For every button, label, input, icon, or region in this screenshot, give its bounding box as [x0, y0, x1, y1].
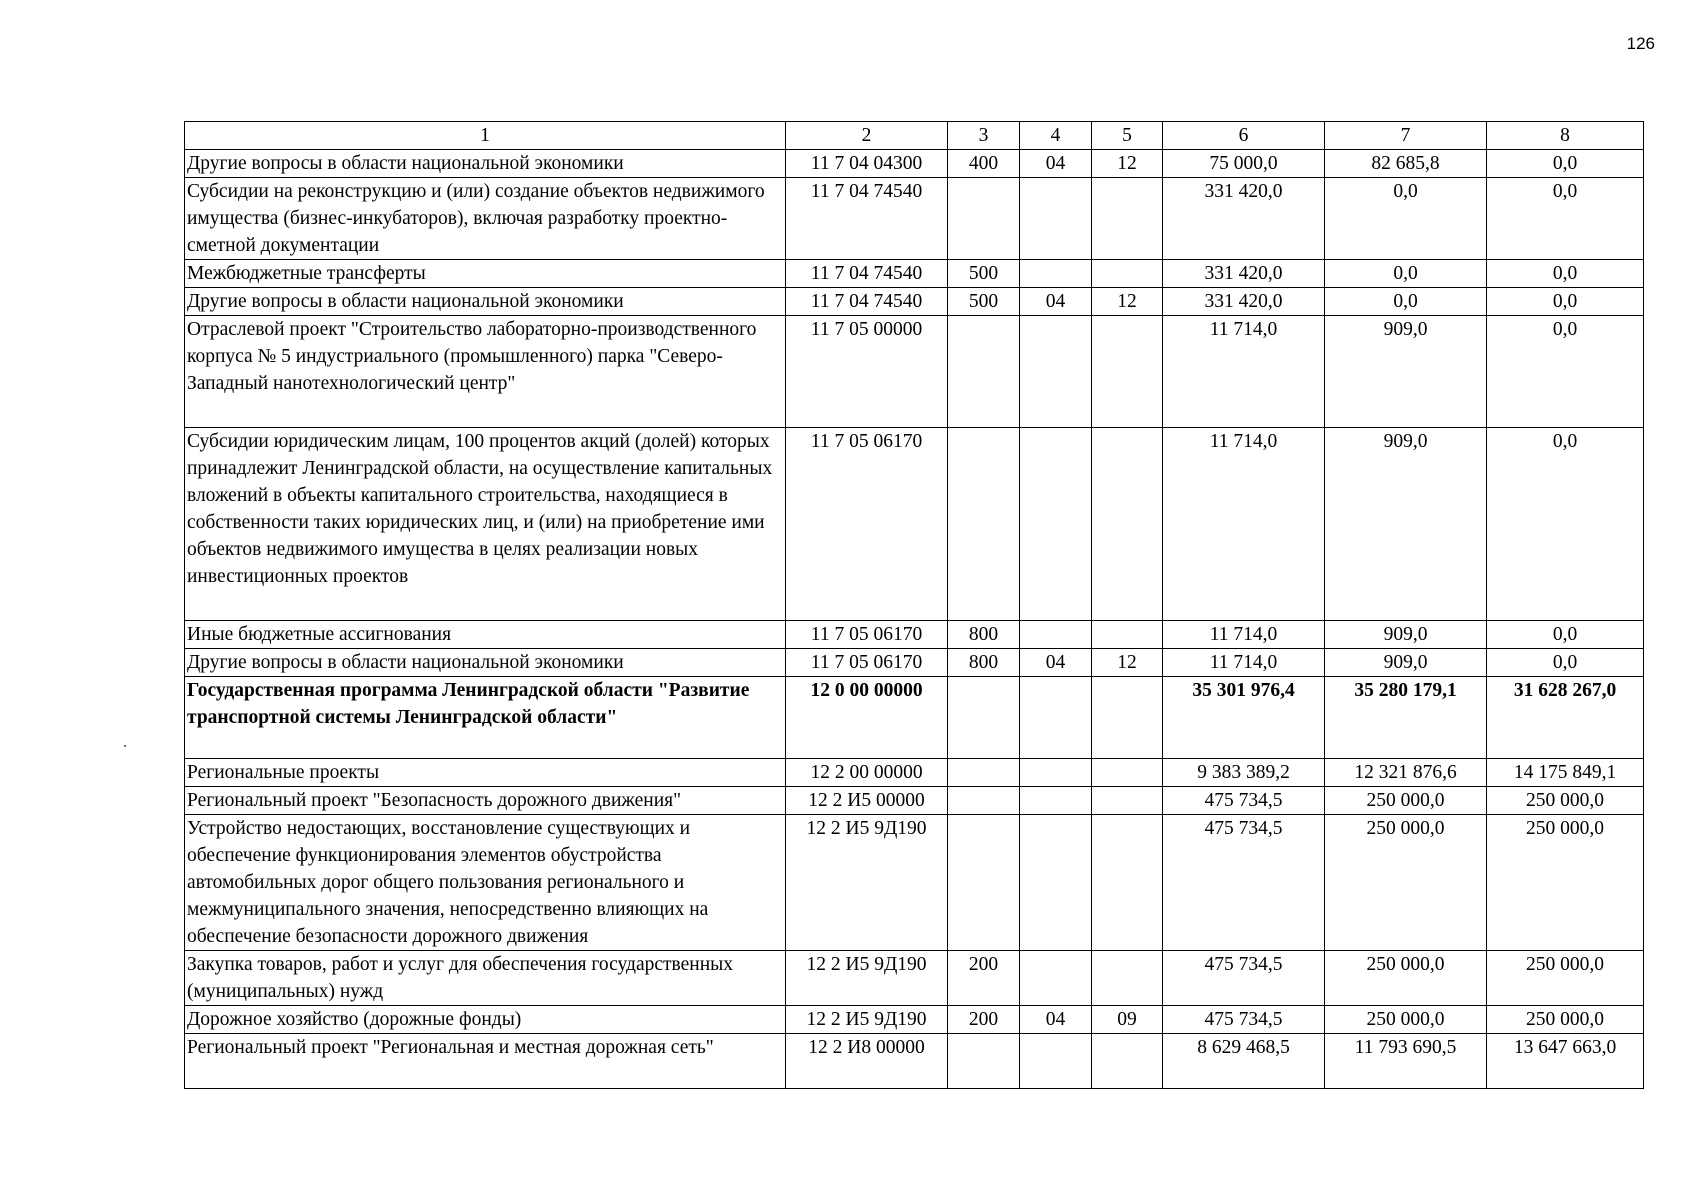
cell-expense-type: [948, 787, 1020, 815]
cell-expense-type: [948, 815, 1020, 951]
cell-subsection: 12: [1092, 150, 1163, 178]
cell-section: [1020, 759, 1092, 787]
cell-section: [1020, 621, 1092, 649]
cell-amount-year-1: 11 714,0: [1163, 428, 1325, 621]
cell-expense-type: 800: [948, 649, 1020, 677]
cell-amount-year-3: 0,0: [1487, 178, 1644, 260]
table-row: [185, 428, 1644, 621]
cell-subsection: 12: [1092, 288, 1163, 316]
cell-target-article: 11 7 04 74540: [786, 260, 948, 288]
table-row: [185, 1006, 1644, 1034]
cell-item-name: Государственная программа Ленинградской области "Развитие транспортной системы Ленинградской области": [185, 677, 786, 759]
cell-amount-year-2: 909,0: [1325, 649, 1487, 677]
cell-section: [1020, 787, 1092, 815]
cell-item-name: Региональный проект "Безопасность дорожного движения": [185, 787, 786, 815]
cell-item-name: Другие вопросы в области национальной экономики: [185, 288, 786, 316]
budget-table: [184, 121, 1644, 1089]
cell-expense-type: [948, 178, 1020, 260]
cell-section: [1020, 815, 1092, 951]
cell-amount-year-1: 331 420,0: [1163, 178, 1325, 260]
header-col-1: 1: [185, 122, 786, 150]
cell-amount-year-1: 475 734,5: [1163, 815, 1325, 951]
header-col-7: 7: [1325, 122, 1487, 150]
cell-subsection: 09: [1092, 1006, 1163, 1034]
cell-subsection: [1092, 316, 1163, 428]
cell-item-name: Другие вопросы в области национальной экономики: [185, 649, 786, 677]
cell-expense-type: [948, 677, 1020, 759]
cell-item-name: Субсидии на реконструкцию и (или) создание объектов недвижимого имущества (бизнес-инкубаторов), включая разработку проектно-сметной документации: [185, 178, 786, 260]
cell-item-name: Другие вопросы в области национальной экономики: [185, 150, 786, 178]
table-row: [185, 150, 1644, 178]
cell-amount-year-1: 475 734,5: [1163, 951, 1325, 1006]
header-col-2: 2: [786, 122, 948, 150]
cell-section: [1020, 677, 1092, 759]
cell-section: 04: [1020, 288, 1092, 316]
header-col-4: 4: [1020, 122, 1092, 150]
cell-target-article: 11 7 05 00000: [786, 316, 948, 428]
header-col-5: 5: [1092, 122, 1163, 150]
cell-section: [1020, 316, 1092, 428]
cell-amount-year-3: 0,0: [1487, 260, 1644, 288]
cell-expense-type: 800: [948, 621, 1020, 649]
table-row: [185, 787, 1644, 815]
cell-section: 04: [1020, 150, 1092, 178]
cell-item-name: Закупка товаров, работ и услуг для обеспечения государственных (муниципальных) нужд: [185, 951, 786, 1006]
cell-item-name: Субсидии юридическим лицам, 100 процентов акций (долей) которых принадлежит Ленинградской области, на осуществление капитальных вложений в объекты капитального строительства, находящиеся в собственности таких юридических лиц, и (или) на приобретение ими объектов недвижимого имущества в целях реализации новых инвестиционных проектов: [185, 428, 786, 621]
cell-subsection: [1092, 1034, 1163, 1089]
cell-amount-year-3: 31 628 267,0: [1487, 677, 1644, 759]
table-row: [185, 649, 1644, 677]
cell-amount-year-2: 0,0: [1325, 178, 1487, 260]
cell-amount-year-1: 11 714,0: [1163, 621, 1325, 649]
cell-target-article: 12 0 00 00000: [786, 677, 948, 759]
table-row: [185, 316, 1644, 428]
cell-amount-year-3: 0,0: [1487, 316, 1644, 428]
cell-amount-year-3: 250 000,0: [1487, 1006, 1644, 1034]
cell-amount-year-1: 11 714,0: [1163, 316, 1325, 428]
cell-expense-type: 500: [948, 288, 1020, 316]
cell-amount-year-3: 14 175 849,1: [1487, 759, 1644, 787]
cell-amount-year-3: 250 000,0: [1487, 951, 1644, 1006]
cell-expense-type: 200: [948, 1006, 1020, 1034]
cell-item-name: Отраслевой проект "Строительство лабораторно-производственного корпуса № 5 индустриального (промышленного) парка "Северо-Западный нанотехнологический центр": [185, 316, 786, 428]
cell-target-article: 11 7 05 06170: [786, 428, 948, 621]
cell-amount-year-2: 11 793 690,5: [1325, 1034, 1487, 1089]
cell-expense-type: [948, 759, 1020, 787]
cell-section: [1020, 178, 1092, 260]
cell-section: [1020, 1034, 1092, 1089]
cell-amount-year-3: 250 000,0: [1487, 787, 1644, 815]
header-col-8: 8: [1487, 122, 1644, 150]
cell-amount-year-1: 8 629 468,5: [1163, 1034, 1325, 1089]
header-col-3: 3: [948, 122, 1020, 150]
cell-subsection: [1092, 260, 1163, 288]
cell-amount-year-2: 0,0: [1325, 288, 1487, 316]
cell-target-article: 11 7 05 06170: [786, 649, 948, 677]
cell-amount-year-3: 250 000,0: [1487, 815, 1644, 951]
page-number: 126: [1626, 34, 1655, 53]
cell-section: [1020, 428, 1092, 621]
cell-amount-year-1: 35 301 976,4: [1163, 677, 1325, 759]
cell-amount-year-3: 0,0: [1487, 150, 1644, 178]
cell-item-name: Устройство недостающих, восстановление существующих и обеспечение функционирования элементов обустройства автомобильных дорог общего пользования регионального и межмуниципального значения, непосредственно влияющих на обеспечение безопасности дорожного движения: [185, 815, 786, 951]
cell-amount-year-1: 475 734,5: [1163, 1006, 1325, 1034]
cell-target-article: 11 7 04 74540: [786, 178, 948, 260]
cell-item-name: Региональные проекты: [185, 759, 786, 787]
cell-amount-year-2: 12 321 876,6: [1325, 759, 1487, 787]
cell-amount-year-1: 75 000,0: [1163, 150, 1325, 178]
cell-amount-year-2: 0,0: [1325, 260, 1487, 288]
table-row: [185, 1034, 1644, 1089]
cell-expense-type: 200: [948, 951, 1020, 1006]
cell-subsection: [1092, 815, 1163, 951]
cell-target-article: 11 7 04 04300: [786, 150, 948, 178]
cell-section: [1020, 260, 1092, 288]
cell-section: 04: [1020, 1006, 1092, 1034]
table-row: [185, 759, 1644, 787]
cell-amount-year-2: 909,0: [1325, 316, 1487, 428]
table-row: [185, 288, 1644, 316]
cell-target-article: 11 7 05 06170: [786, 621, 948, 649]
cell-target-article: 12 2 И5 9Д190: [786, 1006, 948, 1034]
cell-section: 04: [1020, 649, 1092, 677]
cell-subsection: [1092, 951, 1163, 1006]
table-row: [185, 260, 1644, 288]
cell-target-article: 11 7 04 74540: [786, 288, 948, 316]
table-row: [185, 621, 1644, 649]
cell-amount-year-1: 11 714,0: [1163, 649, 1325, 677]
cell-amount-year-3: 0,0: [1487, 428, 1644, 621]
cell-item-name: Межбюджетные трансферты: [185, 260, 786, 288]
cell-subsection: [1092, 428, 1163, 621]
column-number-header-row: [185, 122, 1644, 150]
cell-subsection: [1092, 787, 1163, 815]
cell-amount-year-2: 909,0: [1325, 428, 1487, 621]
table-row: [185, 951, 1644, 1006]
cell-subsection: [1092, 178, 1163, 260]
cell-amount-year-1: 331 420,0: [1163, 288, 1325, 316]
cell-expense-type: 400: [948, 150, 1020, 178]
header-col-6: 6: [1163, 122, 1325, 150]
cell-amount-year-2: 82 685,8: [1325, 150, 1487, 178]
cell-amount-year-3: 0,0: [1487, 288, 1644, 316]
table-body: [185, 122, 1644, 1089]
cell-amount-year-1: 9 383 389,2: [1163, 759, 1325, 787]
cell-subsection: [1092, 621, 1163, 649]
cell-target-article: 12 2 И5 00000: [786, 787, 948, 815]
cell-amount-year-2: 35 280 179,1: [1325, 677, 1487, 759]
table-row: [185, 677, 1644, 759]
cell-expense-type: [948, 1034, 1020, 1089]
cell-amount-year-1: 331 420,0: [1163, 260, 1325, 288]
cell-amount-year-3: 0,0: [1487, 649, 1644, 677]
cell-item-name: Региональный проект "Региональная и местная дорожная сеть": [185, 1034, 786, 1089]
cell-target-article: 12 2 И8 00000: [786, 1034, 948, 1089]
table-row: [185, 178, 1644, 260]
cell-subsection: [1092, 759, 1163, 787]
cell-item-name: Иные бюджетные ассигнования: [185, 621, 786, 649]
cell-item-name: Дорожное хозяйство (дорожные фонды): [185, 1006, 786, 1034]
cell-amount-year-2: 250 000,0: [1325, 1006, 1487, 1034]
cell-amount-year-1: 475 734,5: [1163, 787, 1325, 815]
cell-section: [1020, 951, 1092, 1006]
cell-expense-type: [948, 316, 1020, 428]
cell-target-article: 12 2 И5 9Д190: [786, 951, 948, 1006]
cell-target-article: 12 2 00 00000: [786, 759, 948, 787]
cell-target-article: 12 2 И5 9Д190: [786, 815, 948, 951]
cell-expense-type: 500: [948, 260, 1020, 288]
cell-subsection: 12: [1092, 649, 1163, 677]
cell-amount-year-2: 250 000,0: [1325, 787, 1487, 815]
scan-artifact-dot: [124, 745, 126, 747]
cell-amount-year-3: 13 647 663,0: [1487, 1034, 1644, 1089]
cell-subsection: [1092, 677, 1163, 759]
cell-amount-year-2: 909,0: [1325, 621, 1487, 649]
cell-amount-year-3: 0,0: [1487, 621, 1644, 649]
cell-expense-type: [948, 428, 1020, 621]
cell-amount-year-2: 250 000,0: [1325, 815, 1487, 951]
table-row: [185, 815, 1644, 951]
cell-amount-year-2: 250 000,0: [1325, 951, 1487, 1006]
